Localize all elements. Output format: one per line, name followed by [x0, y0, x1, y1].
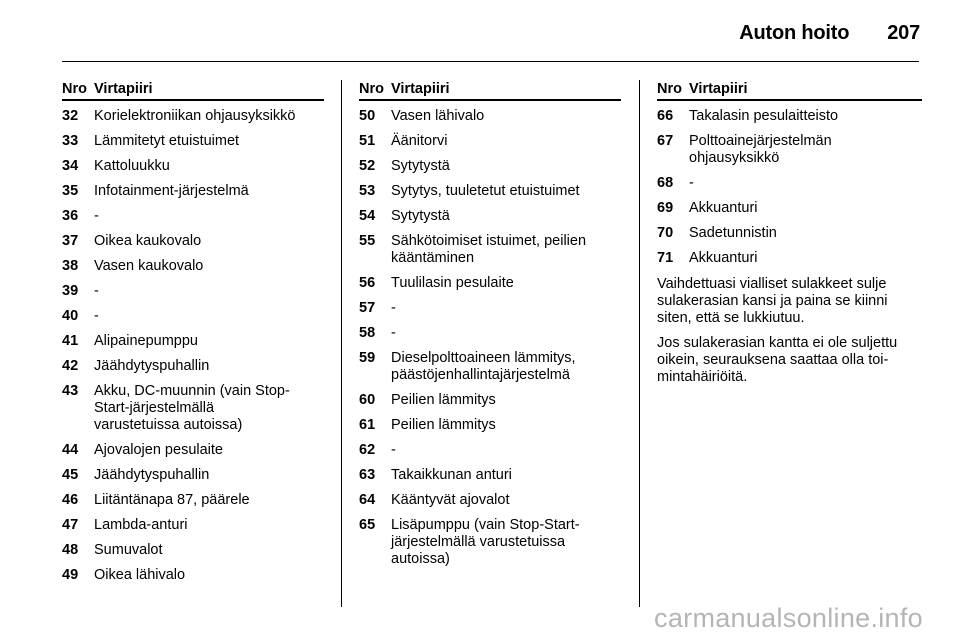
table-row: [62, 442, 324, 459]
fuse-number: 65: [359, 517, 376, 533]
table-row: [359, 517, 621, 568]
fuse-number: 51: [359, 133, 376, 149]
table-row: [62, 233, 324, 250]
table-row: [62, 208, 324, 225]
header-nro: Nro: [657, 81, 682, 97]
table-row: [62, 383, 324, 434]
table-row: [62, 517, 324, 534]
table-row: [62, 542, 324, 559]
circuit-name: Vasen lähivalo: [391, 108, 485, 124]
fuse-number: 71: [657, 250, 674, 266]
fuse-number: 41: [62, 333, 79, 349]
fuse-number: 69: [657, 200, 674, 216]
fuse-number: 68: [657, 175, 674, 191]
table-row: [657, 108, 922, 125]
circuit-name: Oikea kaukovalo: [94, 233, 202, 249]
fuse-number: 56: [359, 275, 376, 291]
fuse-number: 52: [359, 158, 376, 174]
circuit-name: Kääntyvät ajovalot: [391, 492, 510, 508]
circuit-name: Akku, DC-muunnin (vain Stop- Start-järjestelmällä varustetuissa autoissa): [94, 383, 290, 433]
fuse-number: 61: [359, 417, 376, 433]
table-row: [62, 183, 324, 200]
circuit-name: -: [94, 283, 99, 299]
table-row: [359, 158, 621, 175]
table-row: [62, 108, 324, 125]
table-header: [359, 81, 621, 101]
fuse-number: 54: [359, 208, 376, 224]
table-row: [657, 200, 922, 217]
table-row: [359, 325, 621, 342]
circuit-name: Takalasin pesulaitteisto: [689, 108, 839, 124]
fuse-number: 38: [62, 258, 79, 274]
circuit-name: Liitäntänapa 87, päärele: [94, 492, 250, 508]
table-row: [359, 275, 621, 292]
fuse-number: 40: [62, 308, 79, 324]
circuit-name: Infotainment-järjestelmä: [94, 183, 249, 199]
fuse-table-column-1: [62, 81, 324, 592]
fuse-number: 33: [62, 133, 79, 149]
header-circuit: Virtapiiri: [689, 81, 748, 97]
circuit-name: Korielektroniikan ohjausyksikkö: [94, 108, 296, 124]
fuse-number: 47: [62, 517, 79, 533]
fuse-number: 64: [359, 492, 376, 508]
circuit-name: Sadetunnistin: [689, 225, 777, 241]
circuit-name: Akkuanturi: [689, 250, 758, 266]
fuse-table-column-3: [657, 81, 922, 394]
fuse-number: 62: [359, 442, 376, 458]
fuse-table-column-2: [359, 81, 621, 576]
circuit-name: Polttoainejärjestelmän ohjausyksikkö: [689, 133, 832, 166]
table-row: [62, 133, 324, 150]
circuit-name: Vasen kaukovalo: [94, 258, 204, 274]
fuse-number: 50: [359, 108, 376, 124]
circuit-name: Peilien lämmitys: [391, 392, 496, 408]
table-row: [359, 233, 621, 267]
note-paragraph-1: Vaihdettuasi vialliset sulakkeet sulje sulakerasian kansi ja paina se kiinni siten, että se lukkiutuu.: [657, 276, 888, 326]
circuit-name: Sytytystä: [391, 208, 450, 224]
table-row: [359, 350, 621, 384]
header-circuit: Virtapiiri: [94, 81, 153, 97]
header-divider: [62, 61, 919, 62]
watermark: carmanualsonline.info: [654, 603, 923, 633]
notes: [657, 276, 922, 386]
circuit-name: Lambda-anturi: [94, 517, 188, 533]
table-row: [657, 225, 922, 242]
circuit-name: Sähkötoimiset istuimet, peilien kääntäminen: [391, 233, 587, 266]
table-row: [62, 333, 324, 350]
column-divider-1: [341, 80, 342, 607]
fuse-number: 45: [62, 467, 79, 483]
table-header: [657, 81, 922, 101]
fuse-number: 55: [359, 233, 376, 249]
fuse-number: 39: [62, 283, 79, 299]
table-row: [359, 492, 621, 509]
circuit-name: -: [391, 300, 396, 316]
table-row: [62, 358, 324, 375]
table-rows: [62, 108, 324, 584]
note-paragraph-2: Jos sulakerasian kantta ei ole suljettu oikein, seurauksena saattaa olla toi- mintahäiriöitä.: [657, 335, 898, 385]
fuse-number: 58: [359, 325, 376, 341]
circuit-name: Lämmitetyt etuistuimet: [94, 133, 240, 149]
table-row: [62, 467, 324, 484]
circuit-name: Lisäpumppu (vain Stop-Start- järjestelmällä varustetuissa autoissa): [391, 517, 580, 567]
circuit-name: Akkuanturi: [689, 200, 758, 216]
circuit-name: Peilien lämmitys: [391, 417, 496, 433]
table-row: [62, 308, 324, 325]
table-rows: [657, 108, 922, 267]
fuse-number: 48: [62, 542, 79, 558]
circuit-name: Jäähdytyspuhallin: [94, 467, 210, 483]
fuse-number: 57: [359, 300, 376, 316]
table-row: [359, 300, 621, 317]
column-divider-2: [639, 80, 640, 607]
fuse-number: 42: [62, 358, 79, 374]
circuit-name: Takaikkunan anturi: [391, 467, 512, 483]
page-number: 207: [887, 22, 920, 44]
table-row: [657, 250, 922, 267]
circuit-name: Sumuvalot: [94, 542, 163, 558]
circuit-name: -: [94, 208, 99, 224]
circuit-name: -: [391, 325, 396, 341]
table-row: [657, 133, 922, 167]
table-row: [359, 417, 621, 434]
circuit-name: Dieselpolttoaineen lämmitys, päästöjenhallintajärjestelmä: [391, 350, 576, 383]
circuit-name: Jäähdytyspuhallin: [94, 358, 210, 374]
fuse-number: 59: [359, 350, 376, 366]
header-circuit: Virtapiiri: [391, 81, 450, 97]
table-row: [359, 183, 621, 200]
fuse-number: 63: [359, 467, 376, 483]
fuse-number: 67: [657, 133, 674, 149]
table-row: [359, 392, 621, 409]
table-row: [62, 283, 324, 300]
circuit-name: Sytytys, tuuletetut etuistuimet: [391, 183, 580, 199]
table-row: [62, 258, 324, 275]
table-row: [359, 467, 621, 484]
fuse-number: 36: [62, 208, 79, 224]
header-nro: Nro: [62, 81, 87, 97]
fuse-number: 37: [62, 233, 79, 249]
fuse-number: 32: [62, 108, 79, 124]
circuit-name: -: [689, 175, 694, 191]
circuit-name: Oikea lähivalo: [94, 567, 186, 583]
table-row: [62, 158, 324, 175]
circuit-name: -: [94, 308, 99, 324]
circuit-name: -: [391, 442, 396, 458]
circuit-name: Sytytystä: [391, 158, 450, 174]
page-header: [739, 22, 920, 45]
table-row: [359, 208, 621, 225]
table-row: [62, 567, 324, 584]
section-title: Auton hoito: [739, 22, 850, 44]
circuit-name: Ajovalojen pesulaite: [94, 442, 223, 458]
table-header: [62, 81, 324, 101]
fuse-number: 66: [657, 108, 674, 124]
table-row: [359, 133, 621, 150]
fuse-number: 34: [62, 158, 79, 174]
table-row: [359, 442, 621, 459]
fuse-number: 43: [62, 383, 79, 399]
fuse-number: 60: [359, 392, 376, 408]
table-rows: [359, 108, 621, 568]
fuse-number: 49: [62, 567, 79, 583]
table-row: [62, 492, 324, 509]
table-row: [359, 108, 621, 125]
header-nro: Nro: [359, 81, 384, 97]
fuse-number: 46: [62, 492, 79, 508]
circuit-name: Tuulilasin pesulaite: [391, 275, 514, 291]
fuse-number: 35: [62, 183, 79, 199]
circuit-name: Äänitorvi: [391, 133, 448, 149]
circuit-name: Alipainepumppu: [94, 333, 198, 349]
circuit-name: Kattoluukku: [94, 158, 170, 174]
fuse-number: 44: [62, 442, 79, 458]
table-row: [657, 175, 922, 192]
fuse-number: 70: [657, 225, 674, 241]
fuse-number: 53: [359, 183, 376, 199]
